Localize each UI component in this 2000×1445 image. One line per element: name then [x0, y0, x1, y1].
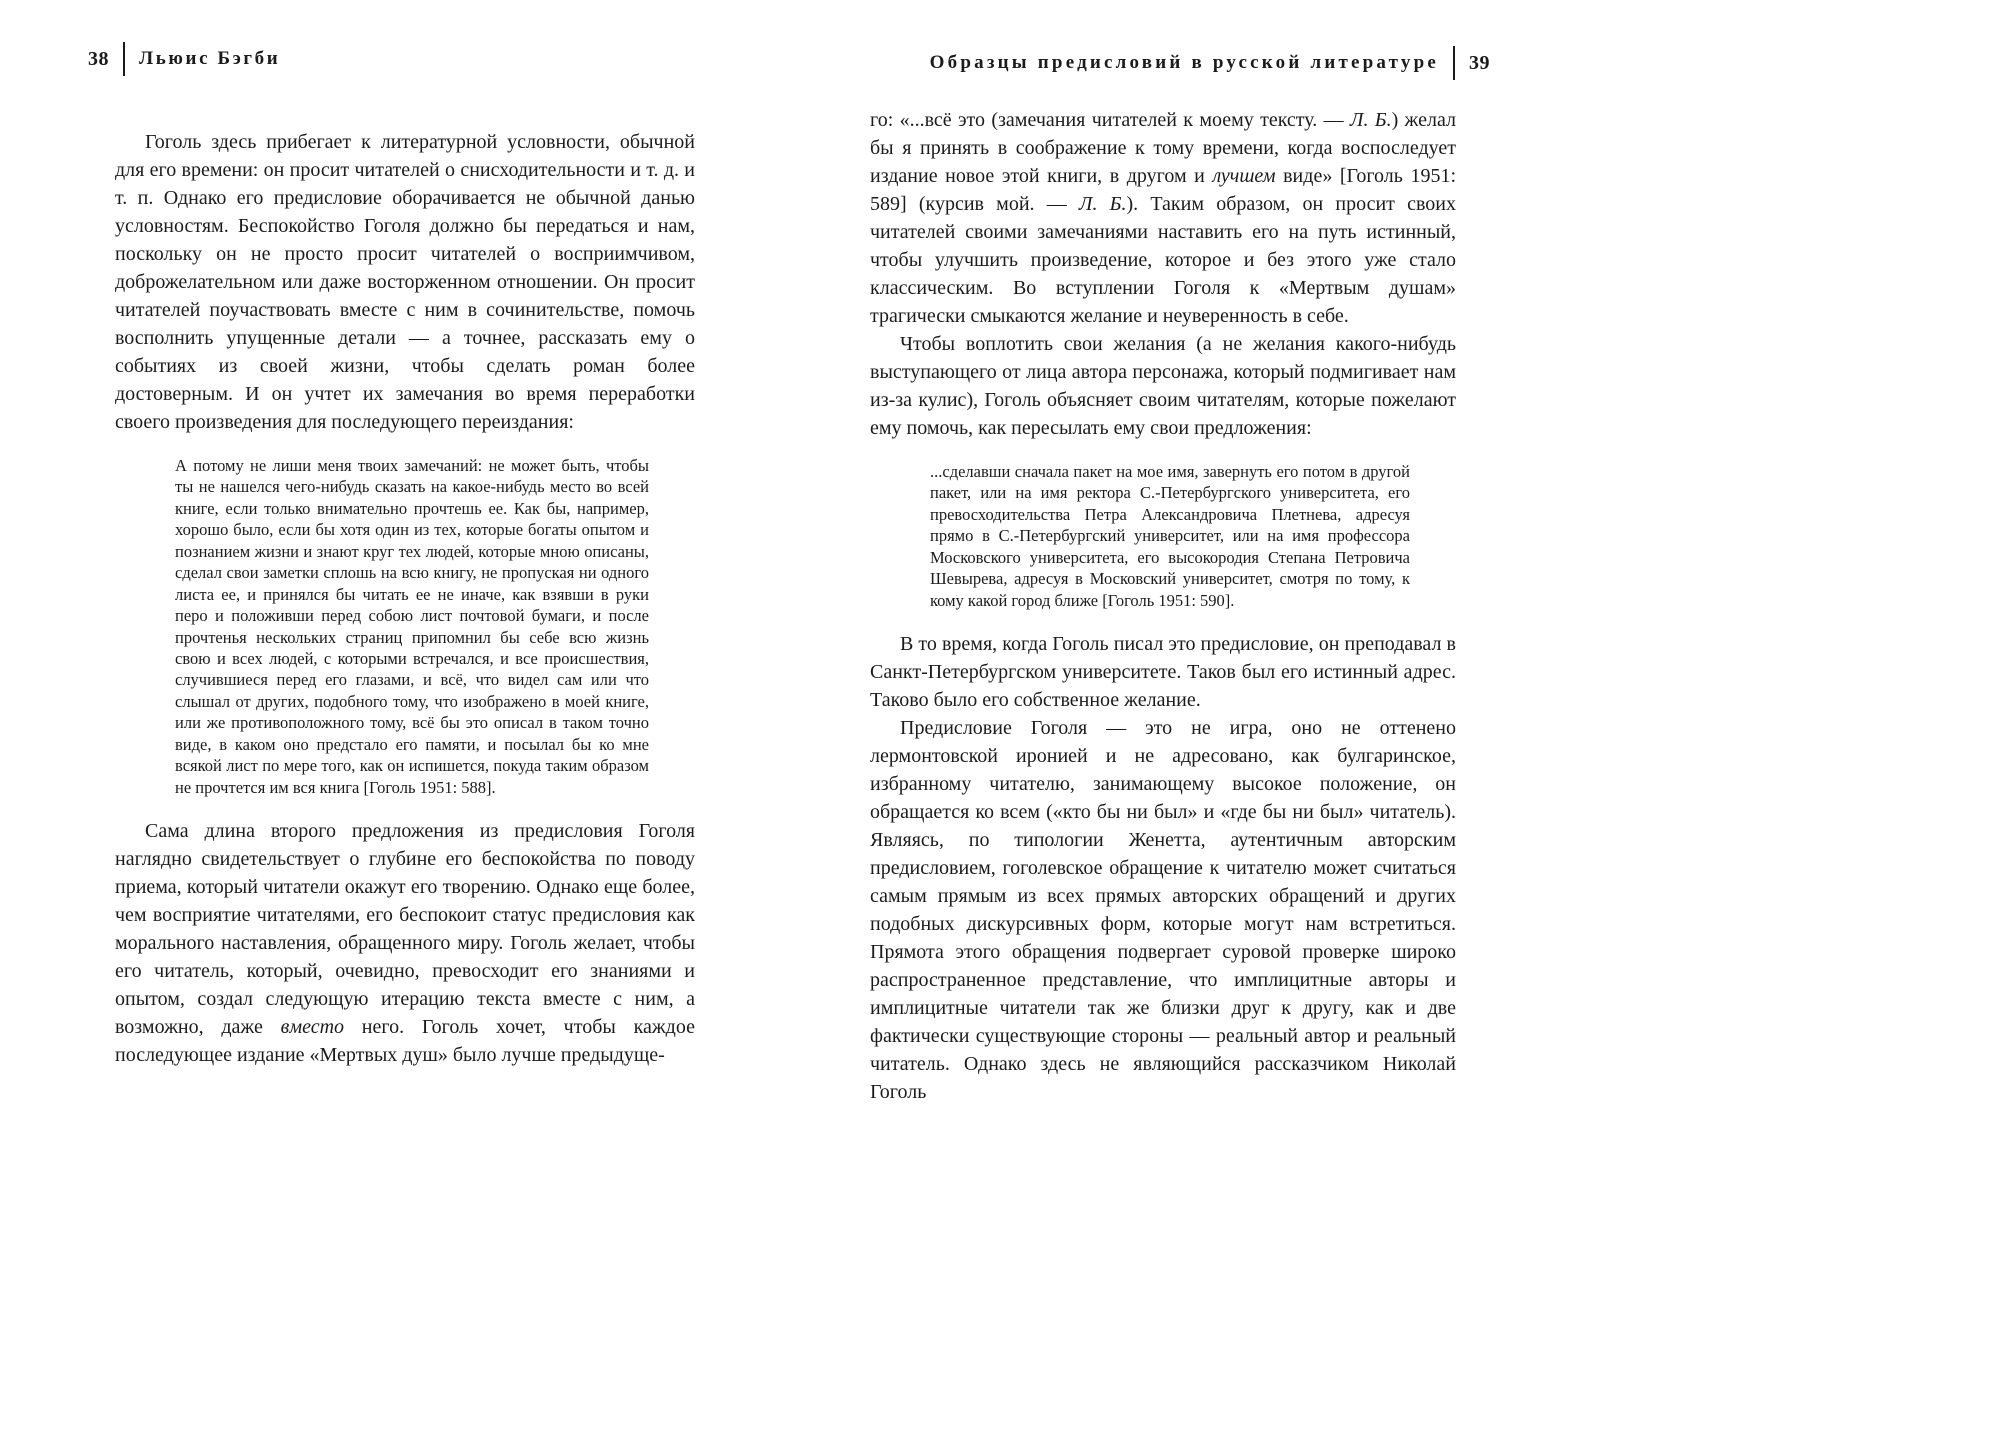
page-left — [88, 0, 700, 1069]
block-quote: ...сделавши сначала пакет на мое имя, завернуть его потом в другой пакет, или на имя ректора С.-Петербургского университета, его превосходительства Петра Александровича Плетнева, адресуя прямо в С.-Петербургский университет, или на имя профессора Московского университета, его высокородия Степана Петровича Шевырева, адресуя в Московский университет, смотря по тому, к кому какой город ближе [Гоголь 1951: 590]. — [930, 462, 1410, 610]
running-title-right: Образцы предисловий в русской литературе — [929, 52, 1439, 73]
page-number-left: 38 — [88, 47, 109, 70]
running-head-right — [868, 46, 1490, 80]
page-body-left — [115, 128, 695, 1069]
running-head-left — [88, 42, 700, 76]
paragraph: го: «...всё это (замечания читателей к моему тексту. — Л. Б.) желал бы я принять в соображение к тому времени, когда воспоследует издание новое этой книги, в другом и лучшем виде» [Гоголь 1951: 589] (курсив мой. — Л. Б.). Таким образом, он просит своих читателей своими замечаниями наставить его на путь истинный, чтобы улучшить произведение, которое и без этого уже стало классическим. Во вступлении Гоголя к «Мертвым душам» трагически смыкаются желание и неуверенность в себе. — [870, 109, 1457, 327]
page-number-right: 39 — [1469, 51, 1490, 74]
paragraph: В то время, когда Гоголь писал это предисловие, он преподавал в Санкт-Петербургском университете. Таков был его истинный адрес. Таково было его собственное желание. — [870, 633, 1456, 712]
paragraph: Гоголь здесь прибегает к литературной условности, обычной для его времени: он просит читателей о снисходительности и т. д. и т. п. Однако его предисловие оборачивается не обычной данью условностям. Беспокойство Гоголя должно бы передаться и нам, поскольку он не просто просит читателей о восприимчивом, доброжелательном или даже восторженном отношении. Он просит читателей поучаствовать вместе с ним в сочинительстве, помочь восполнить упущенные детали — а точнее, рассказать ему о событиях из своей жизни, чтобы сделать роман более достоверным. И он учтет их замечания во время переработки своего произведения для последующего переиздания: — [115, 131, 695, 433]
page-body-right — [870, 106, 1456, 1106]
page-right — [868, 0, 1490, 1106]
paragraph: Предисловие Гоголя — это не игра, оно не оттенено лермонтовской иронией и не адресовано, как булгаринское, избранному читателю, занимающему высокое положение, он обращается ко всем («кто бы ни был» и «где бы ни был» читатель). Являясь, по типологии Женетта, аутентичным авторским предисловием, гоголевское обращение к читателю может считаться самым прямым из всех прямых авторских обращений и других подобных дискурсивных форм, которые могут нам встретиться. Прямота этого обращения подвергает суровой проверке широко распространенное представление, что имплицитные авторы и имплицитные читатели так же близки друг к другу, как и две фактически существующие стороны — реальный автор и реальный читатель. Однако здесь не являющийся рассказчиком Николай Гоголь — [870, 717, 1456, 1104]
paragraph: Чтобы воплотить свои желания (а не желания какого-нибудь выступающего от лица автора персонажа, который подмигивает нам из-за кулис), Гоголь объясняет своим читателям, которые пожелают ему помочь, как пересылать ему свои предложения: — [870, 333, 1456, 439]
header-rule-left — [123, 42, 125, 76]
header-rule-right — [1453, 46, 1455, 80]
paragraph: Сама длина второго предложения из предисловия Гоголя наглядно свидетельствует о глубине его беспокойства по поводу приема, который читатели окажут его творению. Однако еще более, чем восприятие читателями, его беспокоит статус предисловия как морального наставления, обращенного миру. Гоголь желает, чтобы его читатель, который, очевидно, превосходит его знаниями и опытом, создал следующую итерацию текста вместе с ним, а возможно, даже вместо него. Гоголь хочет, чтобы каждое последующее издание «Мертвых душ» было лучше предыдуще- — [115, 820, 695, 1066]
block-quote: А потому не лиши меня твоих замечаний: не может быть, чтобы ты не нашелся чего-нибудь сказать на какое-нибудь место во всей книге, если только внимательно прочтешь ее. Как бы, например, хорошо было, если бы хотя один из тех, которые богаты опытом и познанием жизни и знают круг тех людей, которые мною описаны, сделал свои заметки сплошь на всю книгу, не пропуская ни одного листа ее, и принялся бы читать ее не иначе, как взявши в руки перо и положивши перед собою лист почтовой бумаги, и после прочтенья нескольких страниц припомнил бы себе всю жизнь свою и всех людей, с которыми встречался, и все происшествия, случившиеся перед его глазами, и всё, что видел сам или что слышал от других, подобного тому, что изображено в моей книге, или же противоположного тому, всё бы это описал в таком точно виде, в каком оно предстало его памяти, и посылал бы ко мне всякой лист по мере того, как он испишется, покуда таким образом не прочтется им вся книга [Гоголь 1951: 588]. — [175, 456, 649, 797]
running-title-left: Льюис Бэгби — [139, 48, 281, 69]
